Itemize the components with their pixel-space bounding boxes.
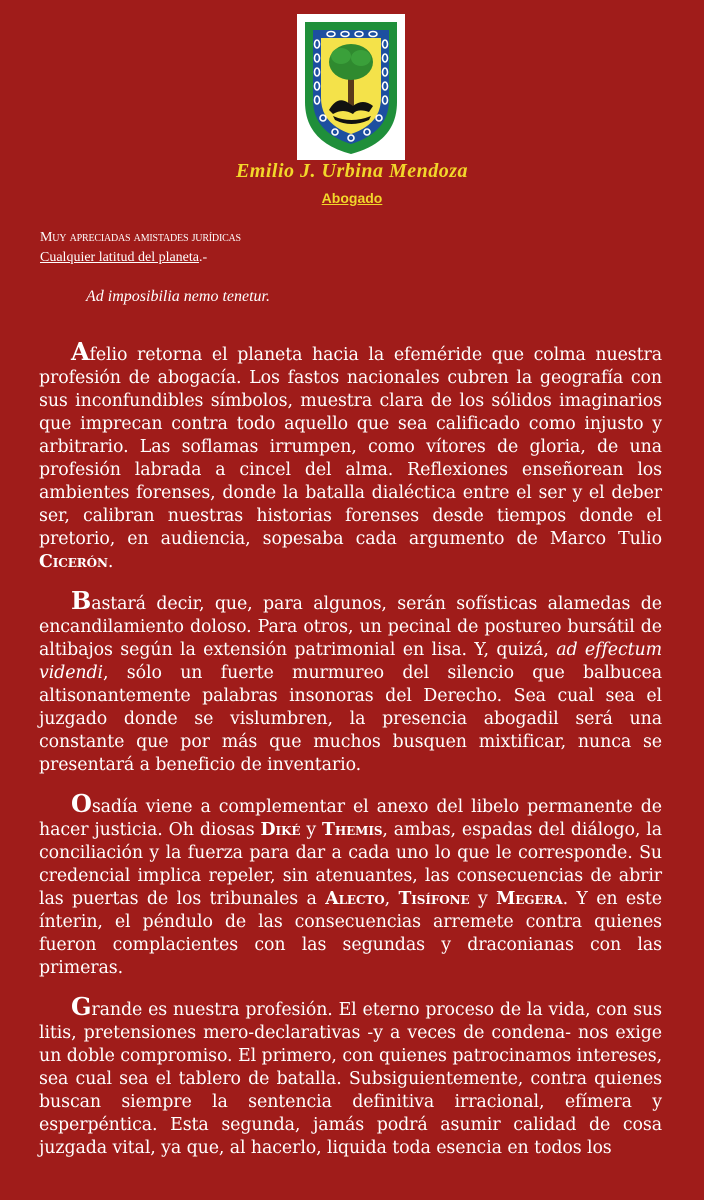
salutation <box>40 228 241 268</box>
author-name: Emilio J. Urbina Mendoza <box>235 160 469 182</box>
paragraph-text: astará decir, que, para algunos, serán sofísticas alamedas de encandilamiento doloso. Para otros, un pecinal de postureo bursátil de altibajos según la extensión patrimonial en lisa. Y, quizá, <box>39 594 662 660</box>
drop-cap: O <box>71 789 92 818</box>
paragraph-2 <box>39 586 662 777</box>
paragraph-text: , <box>384 889 399 909</box>
paragraph-text: y <box>469 889 497 909</box>
name-dike: Diké <box>260 820 301 840</box>
paragraph-text: , ambas, espadas del diálogo, la conciliación y la fuerza para dar a cada uno lo que le corresponde. Su credencial implica repeler, sin atenuantes, las consecuencias de abrir las puertas de los tribunales a <box>39 820 662 909</box>
name-alecto: Alecto <box>325 889 385 909</box>
salutation-link[interactable]: Cualquier latitud del planeta <box>40 250 200 265</box>
latin-phrase: ad effectum videndi <box>39 640 662 683</box>
name-cicero: Cicerón <box>39 552 108 572</box>
paragraph-text: . <box>107 552 114 572</box>
paragraph-text: rande es nuestra profesión. El eterno proceso de la vida, con sus litis, pretensiones mero-declarativas -y a veces de condena- nos exige un doble compromiso. El primero, con quienes patrocinamos intereses, sea cual sea el tablero de batalla. Subsiguientemente, contra quienes buscan siempre la sentencia definitiva irracional, efímera y esperpéntica. Esta segunda, jamás podrá asumir calidad de cosa juzgada vital, ya que, al hacerlo, liquida toda esencia en todos los <box>39 1000 662 1158</box>
drop-cap: A <box>71 337 90 366</box>
name-megera: Megera <box>496 889 563 909</box>
salutation-line-1: Muy apreciadas amistades jurídicas <box>40 230 241 245</box>
article-body <box>39 337 662 1177</box>
paragraph-text: sadía viene a complementar el anexo del libelo permanente de hacer justicia. Oh diosas <box>39 797 662 840</box>
drop-cap: B <box>71 586 92 615</box>
paragraph-text: , sólo un fuerte murmureo del silencio que balbucea altisonantemente palabras insonoras del Derecho. Sea cual sea el juzgado donde se vislumbren, la presencia abogadil será una constante que por más que muchos busquen mixtificar, nunca se presentará a beneficio de inventario. <box>39 663 662 775</box>
paragraph-1 <box>39 337 662 574</box>
coat-of-arms-tree-icon <box>297 14 405 160</box>
paragraph-3 <box>39 789 662 980</box>
name-tisifone: Tisífone <box>398 889 470 909</box>
paragraph-text: y <box>300 820 323 840</box>
paragraph-text: . Y en este ínterin, el péndulo de las consecuencias arremete contra quienes fueron complacientes con las segundas y draconianas con las primeras. <box>39 889 662 978</box>
latin-motto: Ad imposibilia nemo tenetur. <box>86 288 270 305</box>
paragraph-4 <box>39 992 662 1160</box>
author-role: Abogado <box>321 190 383 206</box>
drop-cap: G <box>71 992 92 1021</box>
paragraph-text: felio retorna el planeta hacia la efeméride que colma nuestra profesión de abogacía. Los fastos nacionales cubren la geografía con sus inconfundibles símbolos, muestra clara de los sólidos imaginarios que imprecan contra todo aquello que sea calificado como injusto y arbitrario. Las soflamas irrumpen, como vítores de gloria, de una profesión labrada a cincel del alma. Reflexiones enseñorean los ambientes forenses, donde la batalla dialéctica entre el ser y el deber ser, calibran nuestras historias forenses desde tiempos donde el pretorio, en audiencia, sopesaba cada argumento de Marco Tulio <box>39 345 662 549</box>
name-themis: Themis <box>322 820 383 840</box>
salutation-suffix: .- <box>199 250 208 265</box>
salutation-line-2 <box>40 248 241 268</box>
